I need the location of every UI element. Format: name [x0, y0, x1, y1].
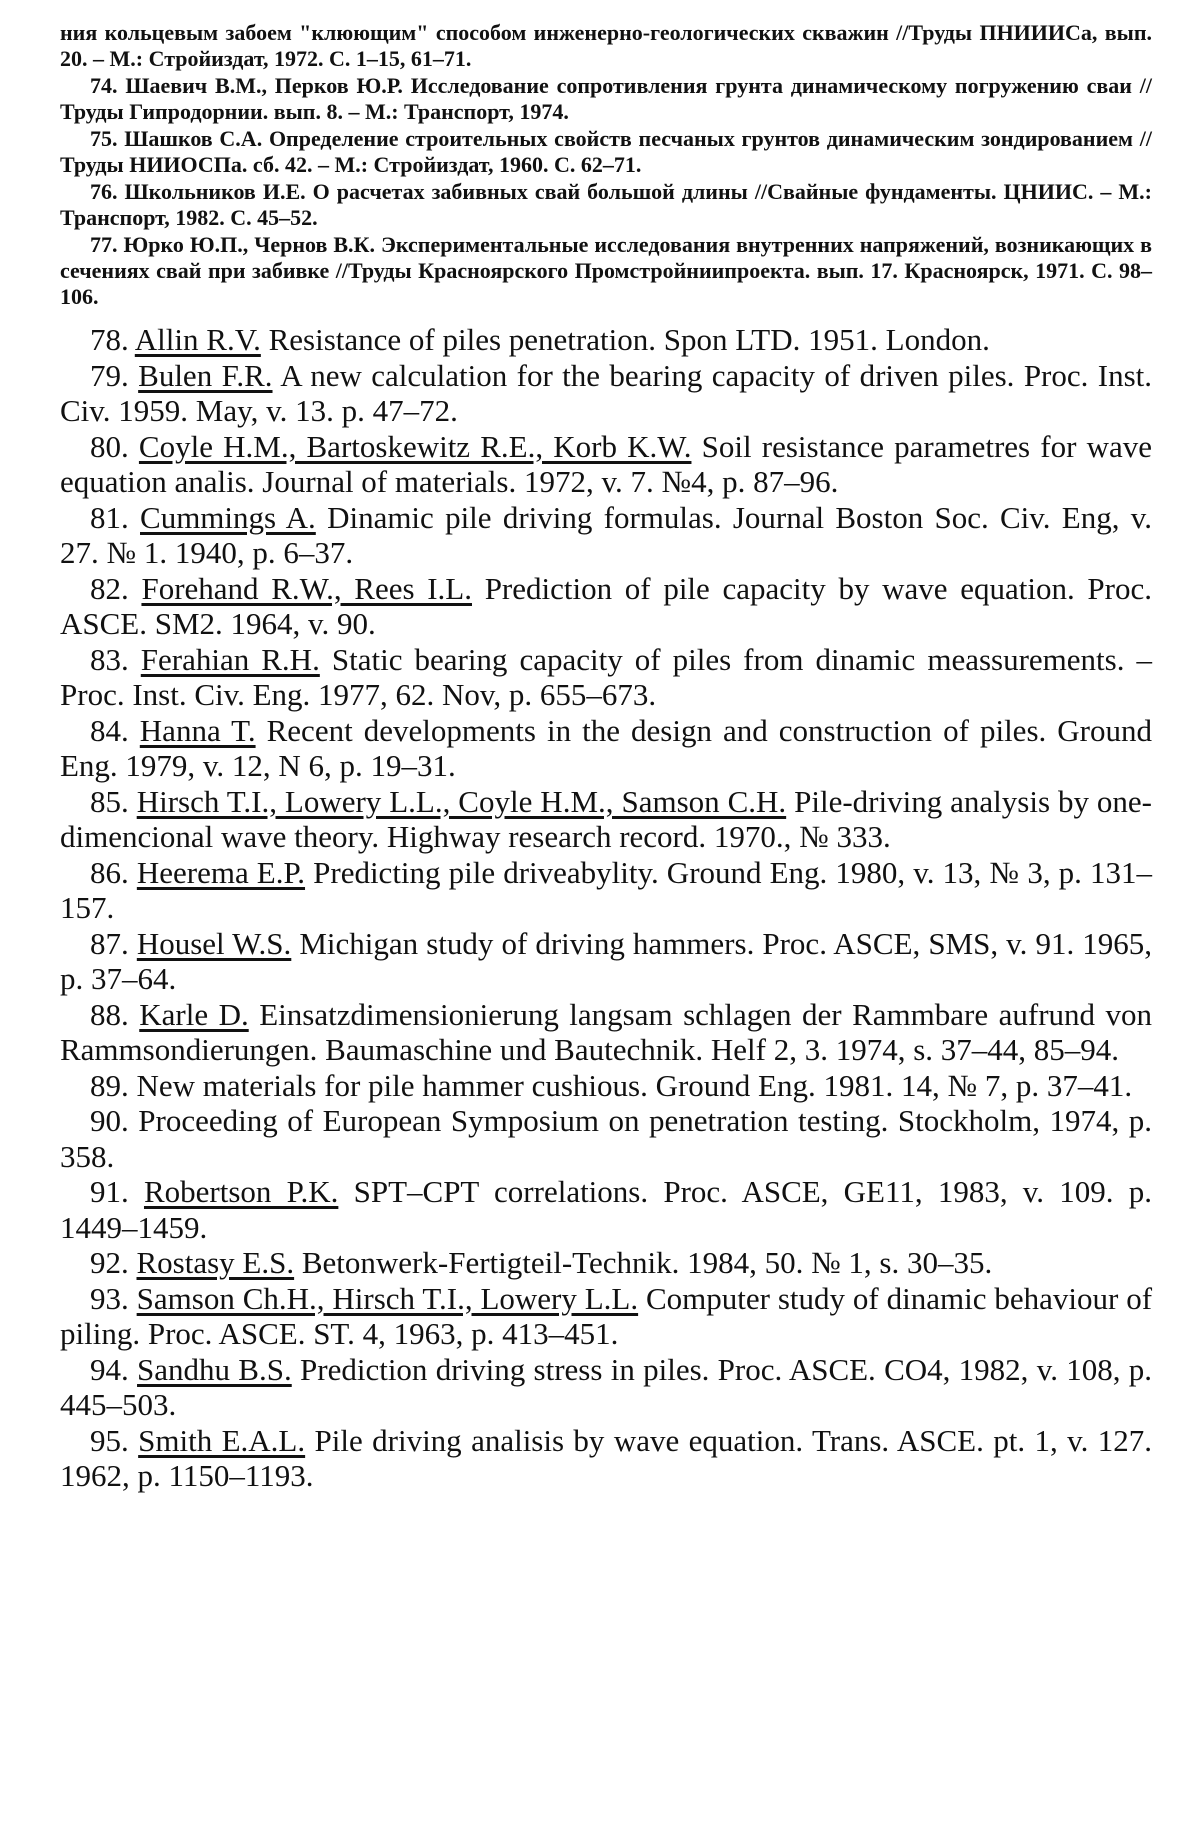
reference-item-84 [60, 713, 1152, 784]
reference-item-80 [60, 429, 1152, 500]
reference-item-88 [60, 997, 1152, 1068]
reference-item-79 [60, 358, 1152, 429]
reference-authors: Housel W.S. [136, 925, 292, 961]
reference-text: Betonwerk-Fertigteil-Technik. 1984, 50. № 1, s. 30–35. [301, 1245, 993, 1280]
reference-item-89 [60, 1068, 1152, 1104]
reference-text: Pile driving analisis by wave equation. Trans. ASCE. pt. 1, v. 127. 1962, p. 1150–1193. [60, 1422, 1152, 1493]
reference-number: 87. [90, 925, 129, 961]
reference-authors: Allin R.V. [134, 322, 261, 357]
reference-number: 86. [90, 854, 129, 890]
reference-authors: Bulen F.R. [138, 357, 273, 393]
reference-number: 77. [90, 232, 118, 257]
reference-list [60, 20, 1152, 1494]
reference-authors: Smith E.A.L. [138, 1422, 306, 1458]
reference-item-93 [60, 1281, 1152, 1352]
reference-number: 89. [90, 1067, 129, 1103]
reference-text: Определение строительных свойств песчаных грунтов динамическим зондированием //Труды НИИОСПа. сб. 42. – М.: Стройиздат, 1960. С. 62–71. [60, 126, 1152, 177]
reference-text: Michigan study of driving hammers. Proc. ASCE, SMS, v. 91. 1965, p. 37–64. [60, 925, 1153, 996]
reference-item-85 [60, 784, 1152, 855]
reference-item-87 [60, 926, 1152, 997]
reference-number: 84. [90, 712, 129, 748]
reference-item-94 [60, 1352, 1152, 1423]
reference-number: 80. [90, 428, 129, 464]
reference-number: 79. [90, 357, 129, 393]
reference-item-83 [60, 642, 1152, 713]
reference-text: Исследование сопротивления грунта динамическому погружению сваи //Труды Гипродорнии. вып. 8. – М.: Транспорт, 1974. [60, 73, 1152, 124]
reference-item-91 [60, 1174, 1152, 1245]
reference-item-90 [60, 1103, 1152, 1174]
reference-authors: Samson Ch.H., Hirsch T.I., Lowery L.L. [136, 1280, 639, 1316]
reference-authors: Шашков С.А. [124, 126, 263, 151]
reference-text: Экспериментальные исследования внутренних напряжений, возникающих в сечениях свай при забивке //Труды Красноярского Промстройниипроекта. вып. 17. Красноярск, 1971. С. 98–106. [60, 232, 1153, 309]
reference-authors: Heerema E.P. [136, 854, 306, 890]
reference-item-74 [60, 73, 1152, 125]
reference-number: 76. [90, 179, 118, 204]
reference-item-92 [60, 1245, 1152, 1281]
reference-number: 82. [90, 570, 129, 606]
reference-item-82 [60, 571, 1152, 642]
reference-item-95 [60, 1423, 1152, 1494]
reference-text: New materials for pile hammer cushious. Ground Eng. 1981. 14, № 7, p. 37–41. [136, 1067, 1133, 1103]
reference-number: 78. [90, 322, 129, 357]
reference-number: 91. [90, 1174, 129, 1209]
reference-authors: Шаевич В.М., Перков Ю.Р. [125, 73, 403, 98]
reference-item-77 [60, 232, 1152, 310]
reference-number: 95. [90, 1422, 129, 1458]
reference-authors: Coyle H.M., Bartoskewitz R.E., Korb K.W. [138, 428, 692, 464]
reference-authors: Ferahian R.H. [140, 641, 320, 677]
reference-text: Dinamic pile driving formulas. Journal Boston Soc. Civ. Eng, v. 27. № 1. 1940, p. 6–37. [60, 499, 1152, 570]
reference-authors: Forehand R.W., Rees I.L. [141, 570, 472, 606]
reference-text: Recent developments in the design and construction of piles. Ground Eng. 1979, v. 12, N 6, p. 19–31. [60, 712, 1153, 783]
reference-text: A new calculation for the bearing capacity of driven piles. Proc. Inst. Civ. 1959. May, v. 13. p. 47–72. [60, 357, 1153, 428]
reference-number: 93. [90, 1280, 129, 1316]
reference-text: О расчетах забивных свай большой длины //Свайные фундаменты. ЦНИИС. – М.: Транспорт, 1982. С. 45–52. [60, 179, 1152, 230]
reference-authors: Sandhu B.S. [137, 1351, 292, 1387]
reference-text: Prediction driving stress in piles. Proc. ASCE. CO4, 1982, v. 108, p. 445–503. [60, 1351, 1152, 1422]
reference-number: 85. [90, 783, 129, 819]
reference-text: Einsatzdimensionierung langsam schlagen der Rammbare aufrund von Rammsondierungen. Baumaschine und Bautechnik. Helf 2, 3. 1974, s. 37–44, 85–94. [60, 996, 1153, 1067]
reference-item-86 [60, 855, 1152, 926]
reference-text: Soil resistance parametres for wave equation analis. Journal of materials. 1972, v. 7. №4, p. 87–96. [60, 428, 1152, 499]
reference-text: Static bearing capacity of piles from dinamic meassurements. – Proc. Inst. Civ. Eng. 1977, 62. Nov, p. 655–673. [60, 641, 1152, 712]
reference-number: 88. [90, 996, 129, 1032]
reference-authors: Rostasy E.S. [136, 1245, 295, 1280]
reference-authors: Robertson P.K. [143, 1174, 339, 1209]
reference-text: Predicting pile driveabylity. Ground Eng. 1980, v. 13, № 3, p. 131–157. [60, 854, 1153, 925]
reference-text: Pile-driving analysis by one-dimencional wave theory. Highway research record. 1970., № 333. [60, 783, 1153, 854]
reference-authors: Школьников И.Е. [124, 179, 306, 204]
reference-authors: Hirsch T.I., Lowery L.L., Coyle H.M., Samson C.H. [136, 783, 787, 819]
reference-text: Resistance of piles penetration. Spon LTD. 1951. London. [268, 322, 990, 357]
reference-number: 75. [90, 126, 118, 151]
reference-number: 74. [90, 73, 118, 98]
reference-authors: Юрко Ю.П., Чернов В.К. [123, 232, 375, 257]
reference-number: 90. [90, 1103, 129, 1138]
reference-number: 92. [90, 1245, 129, 1280]
reference-item-75 [60, 126, 1152, 178]
reference-authors: Hanna T. [139, 712, 256, 748]
reference-number: 81. [90, 499, 129, 535]
reference-text: Computer study of dinamic behaviour of piling. Proc. ASCE. ST. 4, 1963, p. 413–451. [60, 1280, 1153, 1351]
reference-text: SPT–CPT correlations. Proc. ASCE, GE11, 1983, v. 109. p. 1449–1459. [60, 1174, 1152, 1245]
reference-number: 83. [90, 641, 129, 677]
reference-authors: Cummings A. [140, 499, 316, 535]
reference-item-76 [60, 179, 1152, 231]
reference-text: Prediction of pile capacity by wave equation. Proc. ASCE. SM2. 1964, v. 90. [60, 570, 1153, 641]
reference-text: Proceeding of European Symposium on penetration testing. Stockholm, 1974, p. 358. [60, 1103, 1153, 1174]
reference-continuation [60, 20, 1152, 72]
reference-number: 94. [90, 1351, 129, 1387]
reference-item-81 [60, 500, 1152, 571]
reference-item-78 [60, 322, 1152, 358]
reference-text: ния кольцевым забоем "клюющим" способом инженерно-геологических скважин //Труды ПНИИИСа, вып. 20. – М.: Стройиздат, 1972. С. 1–15, 61–71. [60, 20, 1152, 71]
reference-authors: Karle D. [139, 996, 249, 1032]
